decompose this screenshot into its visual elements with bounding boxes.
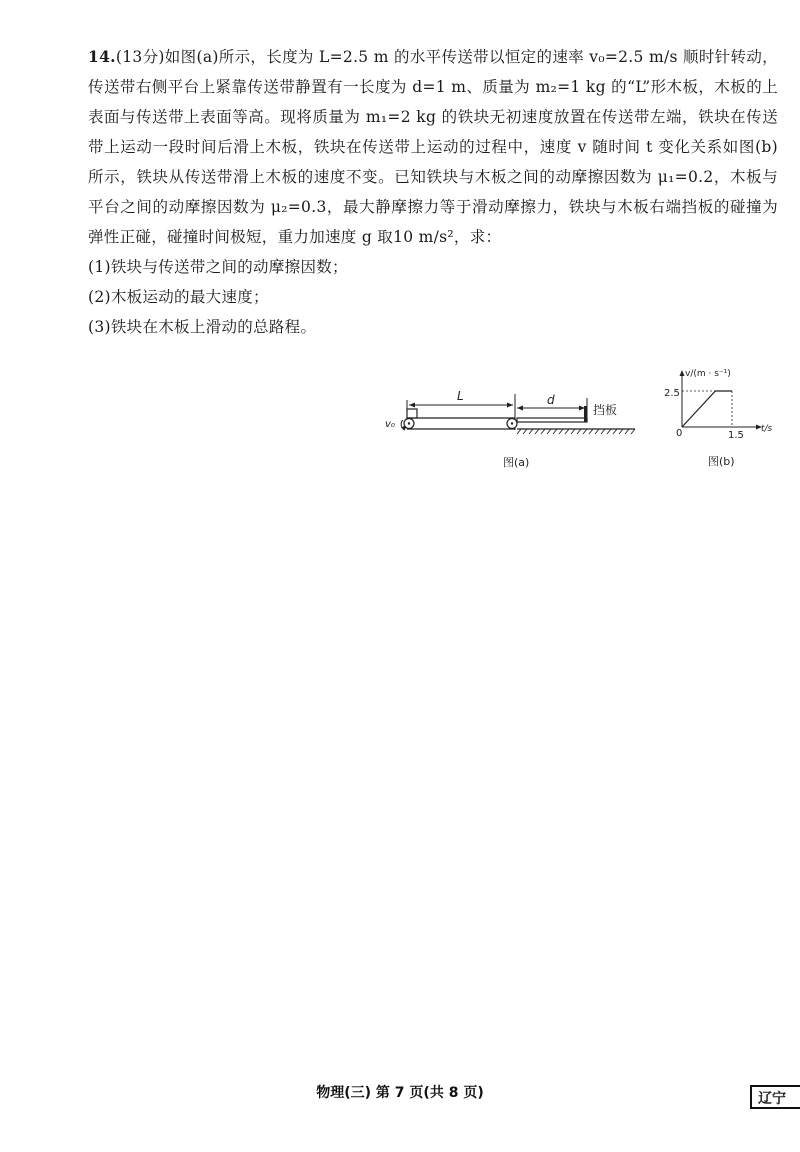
vt-graph [660,365,790,475]
question-1: (1)铁块与传送带之间的动摩擦因数； [88,258,348,276]
figure-b-caption: 图(b) [708,455,735,468]
platform-hatch [517,429,635,434]
board [517,418,587,422]
label-L: L [457,389,464,403]
board-baffle [584,406,587,422]
question-3: (3)铁块在木板上滑动的总路程。 [88,318,317,336]
x-axis-label: t/s [761,424,773,434]
problem-stem [88,42,778,252]
region-tag: 辽宁 [750,1085,800,1109]
problem-score: (13分) [115,48,165,66]
origin-label: 0 [676,428,683,439]
label-baffle: 挡板 [593,403,618,417]
conveyor-diagram [385,380,655,475]
y-tick-label: 2.5 [664,388,680,399]
figure-b [660,365,790,475]
problem-number: 14. [88,47,116,66]
iron-block [407,409,417,418]
y-axis-label: v/(m · s⁻¹) [685,369,731,379]
page-footer: 物理(三) 第 7 页(共 8 页) [316,1085,484,1101]
x-tick-label: 1.5 [728,430,744,441]
question-2: (2)木板运动的最大速度； [88,288,269,306]
figure-a-caption: 图(a) [503,456,530,469]
problem-text: 如图(a)所示，长度为 L=2.5 m 的水平传送带以恒定的速率 v₀=2.5 m/s 顺时针转动，传送带右侧平台上紧靠传送带静置有一长度为 d=1 m、质量为 m₂=1 kg 的“L”形木板，木板的上表面与传送带上表面等高。现将质量为 m₁=2 kg 的铁块无初速度放置在传送带左端，铁块在传送带上运动一段时间后滑上木板，铁块在传送带上运动的过程中，速度 v 随时间 t 变化关系如图(b)所示，铁块从传送带滑上木板的速度不变。已知铁块与木板之间的动摩擦因数为 μ₁=0.2，木板与平台之间的动摩擦因数为 μ₂=0.3，最大静摩擦力等于滑动摩擦力，铁块与木板右端挡板的碰撞为弹性正碰，碰撞时间极短，重力加速度 g 取10 m/s²，求： [88,48,778,246]
series-line [682,391,732,427]
label-v0: v₀ [385,419,395,430]
problem-14 [88,42,778,342]
figure-a [385,380,655,475]
label-d: d [547,393,555,407]
